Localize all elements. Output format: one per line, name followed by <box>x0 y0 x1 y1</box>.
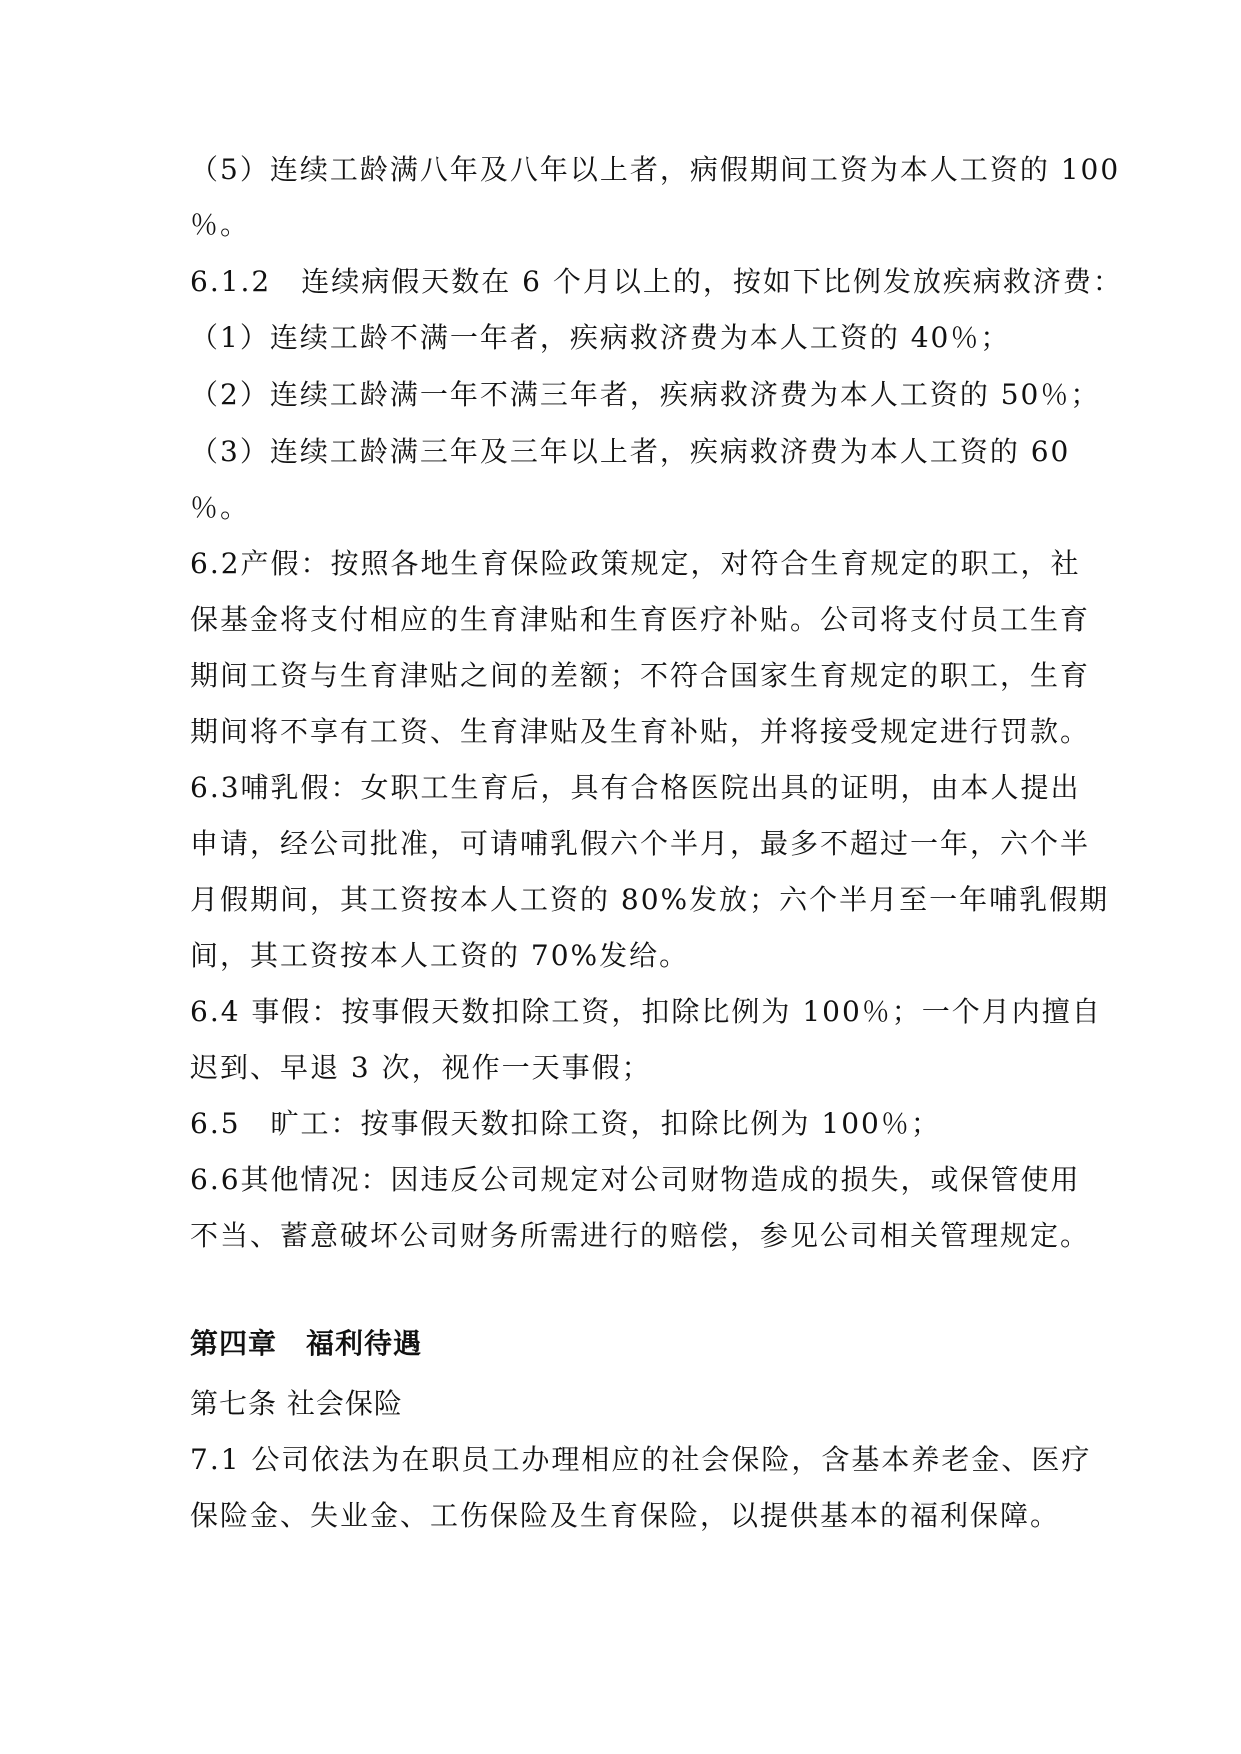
text-line: （5）连续工龄满八年及八年以上者，病假期间工资为本人工资的 100 <box>190 153 1121 186</box>
text-line: 6.2产假：按照各地生育保险政策规定，对符合生育规定的职工，社 <box>190 547 1081 580</box>
text-line: 7.1 公司依法为在职员工办理相应的社会保险，含基本养老金、医疗 <box>190 1443 1092 1476</box>
text-line: （2）连续工龄满一年不满三年者，疾病救济费为本人工资的 50％； <box>190 378 1101 411</box>
text-line: 6.1.2 连续病假天数在 6 个月以上的，按如下比例发放疾病救济费： <box>190 265 1123 298</box>
text-line: 6.3哺乳假：女职工生育后，具有合格医院出具的证明，由本人提出 <box>190 771 1081 804</box>
text-line: 月假期间，其工资按本人工资的 80%发放；六个半月至一年哺乳假期 <box>190 883 1110 916</box>
text-line: 保险金、失业金、工伤保险及生育保险，以提供基本的福利保障。 <box>190 1499 1061 1532</box>
text-line: ％。 <box>190 208 251 241</box>
chapter-heading: 第四章 福利待遇 <box>190 1327 423 1360</box>
text-line: 6.4 事假：按事假天数扣除工资，扣除比例为 100％；一个月内擅自 <box>190 995 1102 1028</box>
text-line: （3）连续工龄满三年及三年以上者，疾病救济费为本人工资的 60 <box>190 435 1071 468</box>
text-line: ％。 <box>190 491 251 524</box>
text-line: 6.5 旷工：按事假天数扣除工资，扣除比例为 100％； <box>190 1107 941 1140</box>
text-line: 期间将不享有工资、生育津贴及生育补贴，并将接受规定进行罚款。 <box>190 715 1091 748</box>
text-line: 保基金将支付相应的生育津贴和生育医疗补贴。公司将支付员工生育 <box>190 603 1091 636</box>
text-line: 6.6其他情况：因违反公司规定对公司财物造成的损失，或保管使用 <box>190 1163 1081 1196</box>
text-line: 迟到、早退 3 次，视作一天事假； <box>190 1051 652 1084</box>
text-line: 间，其工资按本人工资的 70%发给。 <box>190 939 690 972</box>
text-line: 不当、蓄意破坏公司财务所需进行的赔偿，参见公司相关管理规定。 <box>190 1219 1091 1252</box>
text-line: （1）连续工龄不满一年者，疾病救济费为本人工资的 40％； <box>190 321 1011 354</box>
article-title: 第七条 社会保险 <box>190 1387 403 1420</box>
text-line: 期间工资与生育津贴之间的差额；不符合国家生育规定的职工，生育 <box>190 659 1091 692</box>
text-line: 申请，经公司批准，可请哺乳假六个半月，最多不超过一年，六个半 <box>190 827 1091 860</box>
